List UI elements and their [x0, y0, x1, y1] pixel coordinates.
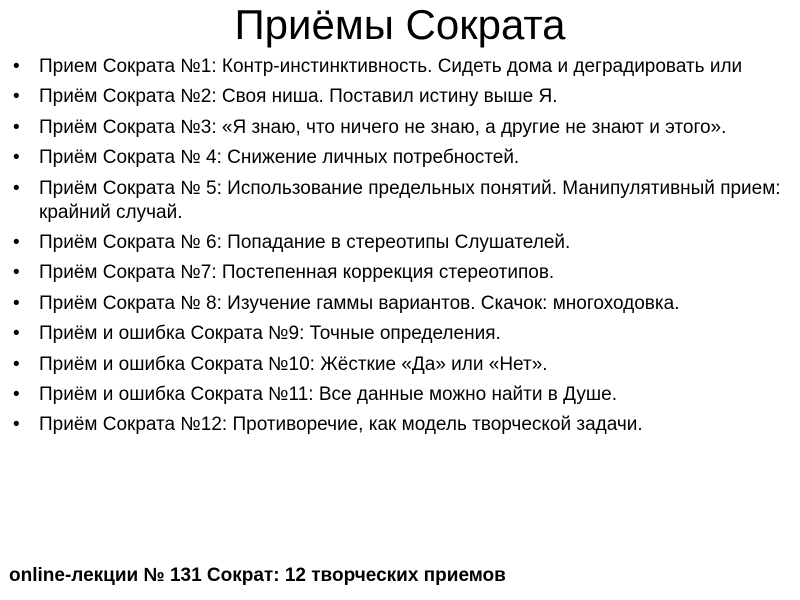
footer-note: online-лекции № 131 Сократ: 12 творческих приемов — [9, 565, 506, 586]
bullet-icon: • — [13, 323, 20, 345]
slide-title: Приёмы Сократа — [234, 1, 566, 48]
bullet-icon: • — [13, 414, 20, 436]
list-item — [12, 85, 784, 109]
list-item — [12, 292, 784, 316]
list-item — [12, 231, 784, 255]
bullet-icon: • — [13, 292, 20, 314]
list-item-text: Приём и ошибка Сократа №9: Точные определения. — [39, 323, 501, 345]
list-item — [12, 116, 784, 140]
bullet-icon: • — [13, 116, 20, 138]
list-item — [12, 261, 784, 285]
bullet-list — [12, 55, 784, 444]
bullet-icon: • — [13, 56, 20, 77]
bullet-icon: • — [13, 231, 20, 253]
list-item-text: Приём Сократа №12: Противоречие, как модель творческой задачи. — [39, 414, 643, 436]
bullet-icon: • — [13, 147, 20, 169]
list-item-text: Приём Сократа № 5: Использование предельных понятий. Манипулятивный прием: крайний случай. — [39, 177, 781, 223]
list-item — [12, 55, 784, 79]
bullet-icon: • — [13, 86, 20, 108]
bullet-icon: • — [13, 177, 20, 199]
list-item — [12, 383, 784, 407]
list-item — [12, 177, 784, 225]
list-item-text: Приём и ошибка Сократа №10: Жёсткие «Да» или «Нет». — [39, 353, 548, 375]
list-item-text: Прием Сократа №1: Контр-инстинктивность. Сидеть дома и деградировать или — [39, 56, 743, 77]
list-item-text: Приём Сократа №2: Своя ниша. Поставил истину выше Я. — [39, 86, 558, 108]
list-item-text: Приём Сократа № 6: Попадание в стереотипы Слушателей. — [39, 231, 571, 253]
list-item — [12, 146, 784, 170]
list-item — [12, 413, 784, 437]
list-item — [12, 353, 784, 377]
list-item-text: Приём Сократа №3: «Я знаю, что ничего не знаю, а другие не знают и этого». — [39, 116, 727, 138]
bullet-icon: • — [13, 262, 20, 284]
list-item — [12, 322, 784, 346]
list-item-text: Приём Сократа №7: Постепенная коррекция стереотипов. — [39, 262, 555, 284]
list-item-text: Приём и ошибка Сократа №11: Все данные можно найти в Душе. — [39, 383, 617, 405]
list-item-text: Приём Сократа № 8: Изучение гаммы вариантов. Скачок: многоходовка. — [39, 292, 680, 314]
bullet-icon: • — [13, 383, 20, 405]
bullet-icon: • — [13, 353, 20, 375]
list-item-text: Приём Сократа № 4: Снижение личных потребностей. — [39, 147, 520, 169]
